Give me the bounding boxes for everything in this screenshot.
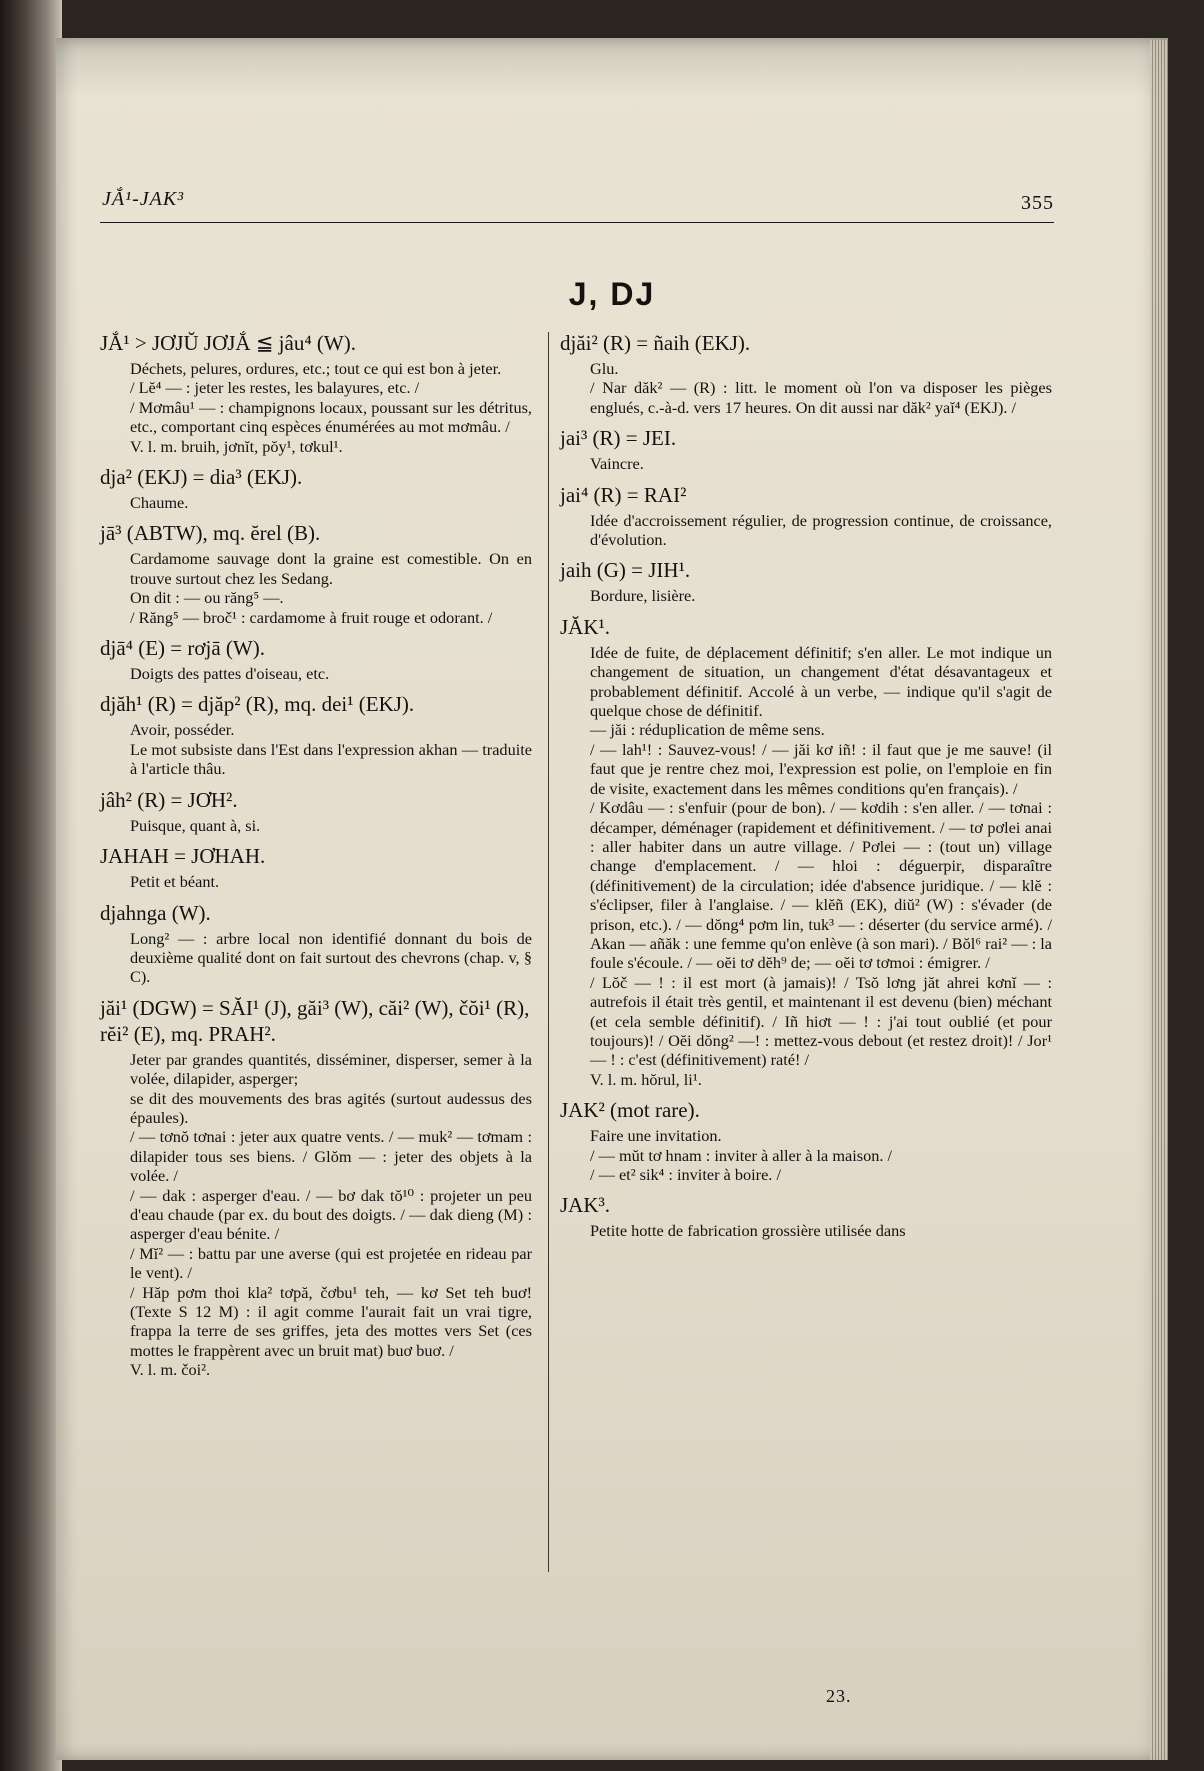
page-edge [1150,40,1168,1760]
page-shadow [56,38,1168,98]
dictionary-entry [560,425,1052,473]
entry-headword: djā⁴ (E) = rơjā (W). [100,636,265,661]
entry-headword: JẮ¹ > JƠJŬ JƠJẮ ≦ jâu⁴ (W). [100,331,356,355]
entry-line: Glu. [590,359,619,378]
entry-line: Avoir, posséder. [130,720,235,740]
entry-line: / — tơnŏ tơnai : jeter aux quatre vents. / — muk² — tơmam : dilapider tous ses biens. / Glŏm — : jeter des objets à la volée. / [130,1127,532,1186]
entry-line: Bordure, lisière. [590,586,696,606]
entry-body [100,359,532,456]
entry-body [100,816,532,835]
entry-headword: JAK² (mot rare). [560,1098,700,1123]
entry-body [560,643,1052,1089]
header-range: JẮ¹-JAK³ [102,188,185,210]
dictionary-entry [100,691,532,778]
entry-line: / Hăp pơm thoi kla² tơpă, čơbu¹ teh, — kơ Set teh buơ! (Texte S 12 M) : il agit comme l'aurait fait un vrai tigre, frappa la terre de ses griffes, jeta des mottes vers Set (ces mottes le frappèrent avec un bruit mat) buơ buơ. / [130,1282,532,1360]
entry-line: / Mĭ² — : battu par une averse (qui est projetée en rideau par le vent). / [130,1243,532,1283]
entry-line: / — mŭt tơ hnam : inviter à aller à la maison. / [590,1145,893,1165]
entry-line: Déchets, pelures, ordures, etc.; tout ce qui est bon à jeter. [130,359,502,378]
entry-headword: jai⁴ (R) = RAI² [560,482,687,507]
entry-line: Petite hotte de fabrication grossière utilisée dans [590,1221,906,1241]
entry-line: Idée d'accroissement régulier, de progression continue, de croissance, d'évolution. [590,510,1052,550]
entry-headword: JĂK¹. [560,614,611,639]
entry-headword: jā³ (ABTW), mq. ĕrel (B). [100,521,321,546]
entry-line: / Mơmâu¹ — : champignons locaux, poussant sur les détritus, etc., comportant cinq espèces énumérées au mot mơmâu. / [130,397,532,437]
dictionary-entry [560,482,1052,550]
folio-mark: 23. [826,1686,852,1706]
book-spine [0,0,62,1771]
entry-body [100,549,532,627]
entry-line: Le mot subsiste dans l'Est dans l'expression akhan — traduite à l'article thâu. [130,739,532,779]
entry-line: Chaume. [130,493,189,513]
entry-line: Puisque, quant à, si. [130,815,261,835]
entry-body [100,720,532,778]
entry-line: Idée de fuite, de déplacement définitif; s'en aller. Le mot indique un changement de situation, un changement d'état désavantageux et probablement définitif. Accolé à un verbe, — indique qu'il s'agit de quelque chose de définitif. [590,642,1052,721]
entry-line: / Lĕ⁴ — : jeter les restes, les balayures, etc. / [130,378,420,398]
entry-headword: djăi² (R) = ñaih (EKJ). [560,331,751,355]
entry-headword: djahnga (W). [100,900,211,925]
entry-line: On dit : — ou răng⁵ —. [130,588,284,608]
dictionary-entry [560,557,1052,605]
entry-line: Jeter par grandes quantités, disséminer, disperser, semer à la volée, dilapider, asperger; [130,1049,532,1089]
dictionary-entry [560,1192,1052,1240]
entry-headword: dja² (EKJ) = dia³ (EKJ). [100,465,303,490]
entry-headword: JAK³. [560,1193,611,1218]
entry-body [560,1221,1052,1240]
entry-line: / Kơdâu — : s'enfuir (pour de bon). / — kơdih : s'en aller. / — tơnai : décamper, déménager (rapidement et définitivement. / — tơ pơlei anai : aller habiter dans un autre village. / Pơlei — : (tout un) village change d'emplacement. / — hloi : déguerpir, disparaître (définitivement) de la circulation; idée d'absence juridique. / — klĕ : s'éclipser, filer à l'anglaise. / — klĕñ (EK), diŭ² (W) : s'évader (de prison, etc.). / — dŏng⁴ pơm lin, tuk³ — : déserter (du service armé). / Akan — añăk : une femme qu'on enlève (à son mari). / Bŏl⁶ rai² — : la foule s'écoule. / — oĕi tơ dĕh⁹ de; — oĕi tơ tơmoi : émigrer. / [590,798,1052,973]
dictionary-entry [560,330,1052,417]
entry-line: / Nar dăk² — (R) : litt. le moment où l'on va disposer les pièges englués, c.-à-d. vers 17 heures. On dit aussi nar dăk² yaĭ⁴ (EKJ). / [590,378,1052,417]
entry-line: / Lŏč — ! : il est mort (à jamais)! / Tsŏ lơng jăt ahrei kơnĭ — : autrefois il était très gentil, et maintenant il est devenu (bien) méchant (et cela semble définitif). / Iñ hiơt — ! : j'ai tout oublié (et pour toujours)! / Oĕi dŏng² —! : mettez-vous debout (et restez droit)! / Jor¹ — ! : c'est (définitivement) raté! / [590,972,1052,1070]
entry-line: V. l. m. hŏrul, li¹. [590,1069,702,1089]
entry-body [560,359,1052,417]
entry-line: Long² — : arbre local non identifié donnant du bois de deuxième qualité dont on fait surtout des chevrons (chap. v, § C). [130,928,532,987]
entry-body [100,1050,532,1380]
dictionary-entry [560,614,1052,1089]
entry-headword: djăh¹ (R) = djăp² (R), mq. dei¹ (EKJ). [100,692,415,717]
book-page [56,38,1168,1760]
dictionary-entry [100,787,532,835]
entry-body [100,664,532,683]
dictionary-entry [560,1097,1052,1184]
left-column [100,330,532,1388]
entry-line: Faire une invitation. [590,1126,722,1146]
entry-body [100,493,532,512]
entry-line: Cardamome sauvage dont la graine est comestible. On en trouve surtout chez les Sedang. [130,549,532,588]
dictionary-entry [100,520,532,627]
entry-body [560,454,1052,473]
dictionary-entry [100,330,532,456]
entry-line: / — lah¹! : Sauvez-vous! / — jăi kơ iñ! : il faut que je me sauve! (il faut que je rentre chez moi, l'expression est polie, on l'emploie en fin de visite, exactement dans les mêmes conditions qu'en français). / [590,739,1052,798]
entry-line: / — et² sik⁴ : inviter à boire. / [590,1165,781,1184]
entry-line: V. l. m. bruih, jơnĭt, pŏy¹, tơkul¹. [130,436,343,456]
entry-body [560,586,1052,605]
dictionary-entry [100,635,532,683]
entry-body [100,929,532,987]
entry-line: / Răng⁵ — broč¹ : cardamome à fruit rouge et odorant. / [130,607,493,627]
entry-body [560,511,1052,550]
dictionary-entry [100,900,532,987]
entry-line: / — dak : asperger d'eau. / — bơ dak tŏ¹⁰ : projeter un peu d'eau chaude (par ex. du bout des doigts. / — dak dieng (M) : asperger d'eau bénite. / [130,1185,532,1244]
entry-line: V. l. m. čoi². [130,1360,211,1380]
dictionary-entry [100,843,532,891]
entry-line: Petit et béant. [130,872,220,892]
right-column [560,330,1052,1249]
entry-line: Vaincre. [590,454,644,474]
entry-body [100,872,532,891]
entry-headword: jai³ (R) = JEI. [560,426,677,451]
column-divider [548,332,549,1572]
entry-line: — jăi : réduplication de même sens. [590,720,825,740]
entry-body [560,1126,1052,1184]
running-header [100,178,1054,223]
page-number: 355 [1021,192,1054,214]
entry-line: se dit des mouvements des bras agités (surtout audessus des épaules). [130,1088,532,1127]
entry-headword: jâh² (R) = JƠH². [100,787,238,812]
dictionary-entry [100,995,532,1380]
entry-line: Doigts des pattes d'oiseau, etc. [130,664,330,684]
entry-headword: jăi¹ (DGW) = SĂI¹ (J), găi³ (W), căi² (W), čŏi¹ (R), rĕi² (E), mq. PRAH². [100,995,530,1046]
section-title: J, DJ [568,276,656,312]
dictionary-entry [100,464,532,512]
entry-headword: jaih (G) = JIH¹. [560,558,691,583]
entry-headword: JAHAH = JƠHAH. [100,844,266,869]
